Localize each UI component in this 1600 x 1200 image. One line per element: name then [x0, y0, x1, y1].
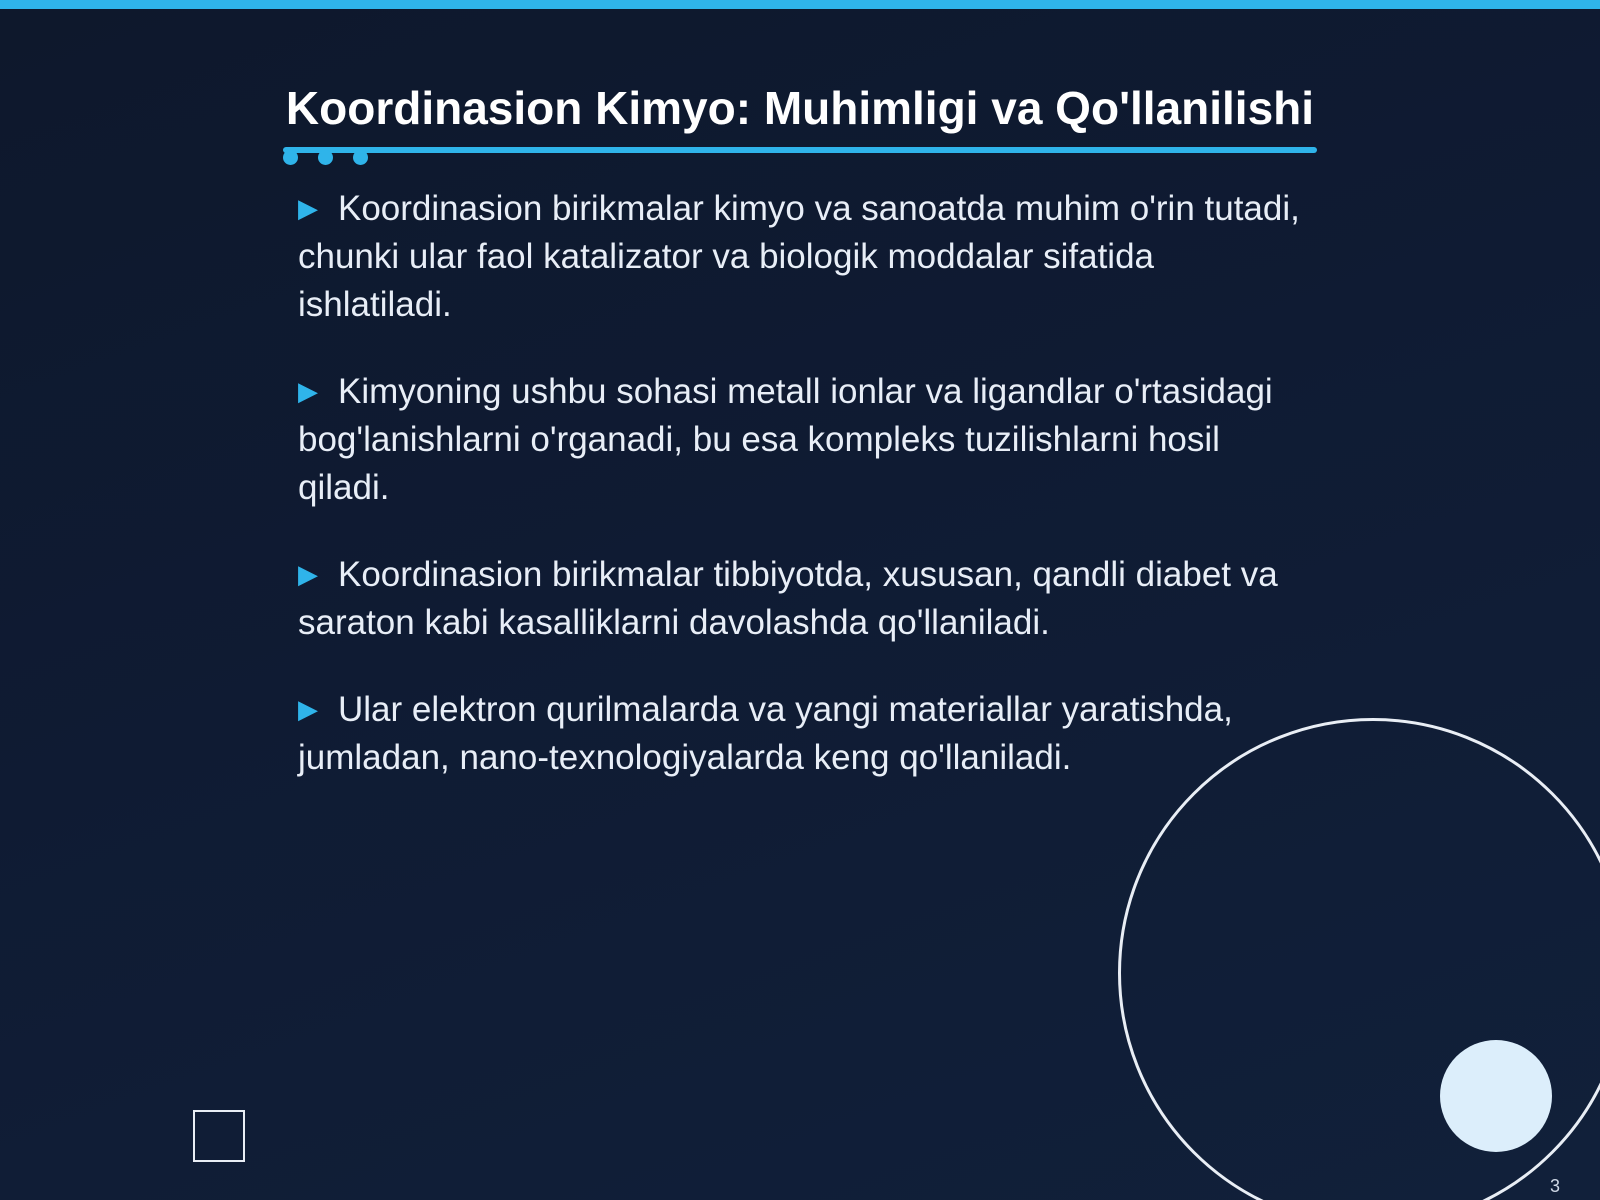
title-underline [283, 147, 1317, 153]
top-accent-bar [0, 0, 1600, 9]
slide-title: Koordinasion Kimyo: Muhimligi va Qo'llanilishi [285, 82, 1315, 134]
bullet-item [298, 685, 1308, 782]
bullet-item [298, 367, 1308, 512]
bullet-list [298, 184, 1308, 820]
bullet-item [298, 550, 1308, 647]
accent-dot [283, 150, 298, 165]
accent-dot [318, 150, 333, 165]
decorative-square-outline [193, 1110, 245, 1162]
triangle-bullet-icon: ▶ [298, 559, 318, 589]
triangle-bullet-icon: ▶ [298, 376, 318, 406]
bullet-text: Koordinasion birikmalar tibbiyotda, xususan, qandli diabet va saraton kabi kasalliklarni davolashda qo'llaniladi. [298, 555, 1278, 642]
decorative-circle-filled [1440, 1040, 1552, 1152]
bullet-item [298, 184, 1308, 329]
bullet-text: Koordinasion birikmalar kimyo va sanoatda muhim o'rin tutadi, chunki ular faol katalizator va biologik moddalar sifatida ishlatiladi. [298, 189, 1300, 324]
triangle-bullet-icon: ▶ [298, 193, 318, 223]
bullet-text: Kimyoning ushbu sohasi metall ionlar va ligandlar o'rtasidagi bog'lanishlarni o'rganadi, bu esa kompleks tuzilishlarni hosil qiladi. [298, 372, 1273, 507]
triangle-bullet-icon: ▶ [298, 694, 318, 724]
bullet-text: Ular elektron qurilmalarda va yangi materiallar yaratishda, jumladan, nano-texnologiyalarda keng qo'llaniladi. [298, 690, 1233, 777]
page-number: 3 [1550, 1176, 1561, 1196]
accent-dot [353, 150, 368, 165]
